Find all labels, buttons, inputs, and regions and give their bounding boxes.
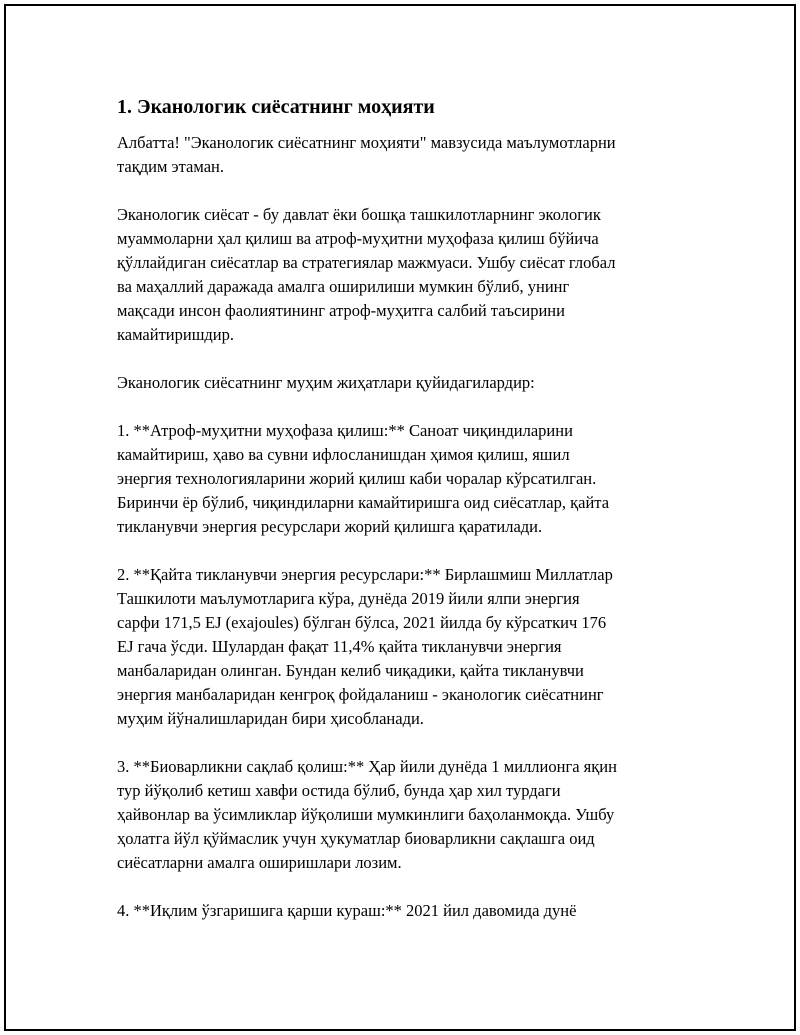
text-line: 3. **Биоварликни сақлаб қолиш:** Ҳар йили дунёда 1 миллионга яқин — [117, 757, 617, 776]
text-line: тикланувчи энергия ресурслари жорий қилишга қаратилади. — [117, 517, 543, 536]
text-line: муҳим йўналишларидан бири ҳисобланади. — [117, 709, 424, 728]
paragraph — [117, 419, 697, 539]
text-line: Эканологик сиёсат - бу давлат ёки бошқа ташкилотларнинг экологик — [117, 205, 601, 224]
text-line: 2. **Қайта тикланувчи энергия ресурслари:** Бирлашмиш Миллатлар — [117, 565, 613, 584]
text-line: манбаларидан олинган. Бундан келиб чиқадики, қайта тикланувчи — [117, 661, 584, 680]
text-line: Биринчи ёр бўлиб, чиқиндиларни камайтиришга оид сиёсатлар, қайта — [117, 493, 610, 512]
text-line: тақдим этаман. — [117, 157, 224, 176]
paragraph — [117, 371, 697, 395]
text-line: EJ гача ўсди. Шулардан фақат 11,4% қайта тикланувчи энергия — [117, 637, 562, 656]
text-line: Ташкилоти маълумотларига кўра, дунёда 2019 йили ялпи энергия — [117, 589, 580, 608]
text-line: энергия манбаларидан кенгроқ фойдаланиш - эканологик сиёсатнинг — [117, 685, 604, 704]
text-line: ҳолатга йўл қўймаслик учун ҳукуматлар биоварликни сақлашга оид — [117, 829, 595, 848]
text-line: ҳайвонлар ва ўсимликлар йўқолиши мумкинлиги баҳоланмоқда. Ушбу — [117, 805, 615, 824]
text-line: Эканологик сиёсатнинг муҳим жиҳатлари қуйидагилардир: — [117, 373, 535, 392]
text-line: Албатта! "Эканологик сиёсатнинг моҳияти" мавзусида маълумотларни — [117, 133, 616, 152]
page-title: 1. Эканологик сиёсатнинг моҳияти — [117, 96, 435, 118]
text-line: сарфи 171,5 EJ (exajoules) бўлган бўлса, 2021 йилда бу кўрсаткич 176 — [117, 613, 607, 632]
paragraph — [117, 755, 697, 875]
text-line: мақсади инсон фаолиятининг атроф-муҳитга салбий таъсирини — [117, 301, 565, 320]
text-line: ва маҳаллий даражада амалга оширилиши мумкин бўлиб, унинг — [117, 277, 570, 296]
text-line: қўллайдиган сиёсатлар ва стратегиялар мажмуаси. Ушбу сиёсат глобал — [117, 253, 616, 272]
text-line: камайтиришдир. — [117, 325, 234, 344]
paragraph — [117, 203, 697, 347]
text-line: сиёсатларни амалга оширишлари лозим. — [117, 853, 402, 872]
text-line: энергия технологияларини жорий қилиш каби чоралар кўрсатилган. — [117, 469, 597, 488]
paragraph-list — [117, 131, 697, 923]
paragraph — [117, 563, 697, 731]
text-line: 1. **Атроф-муҳитни муҳофаза қилиш:** Саноат чиқиндиларини — [117, 421, 573, 440]
text-line: муаммоларни ҳал қилиш ва атроф-муҳитни муҳофаза қилиш бўйича — [117, 229, 599, 248]
text-line: 4. **Иқлим ўзгаришига қарши кураш:** 2021 йил давомида дунё — [117, 901, 577, 920]
text-line: камайтириш, ҳаво ва сувни ифлосланишдан ҳимоя қилиш, яшил — [117, 445, 570, 464]
text-line: тур йўқолиб кетиш хавфи остида бўлиб, бунда ҳар хил турдаги — [117, 781, 561, 800]
paragraph — [117, 131, 697, 179]
paragraph — [117, 899, 697, 923]
document-body — [117, 95, 697, 947]
